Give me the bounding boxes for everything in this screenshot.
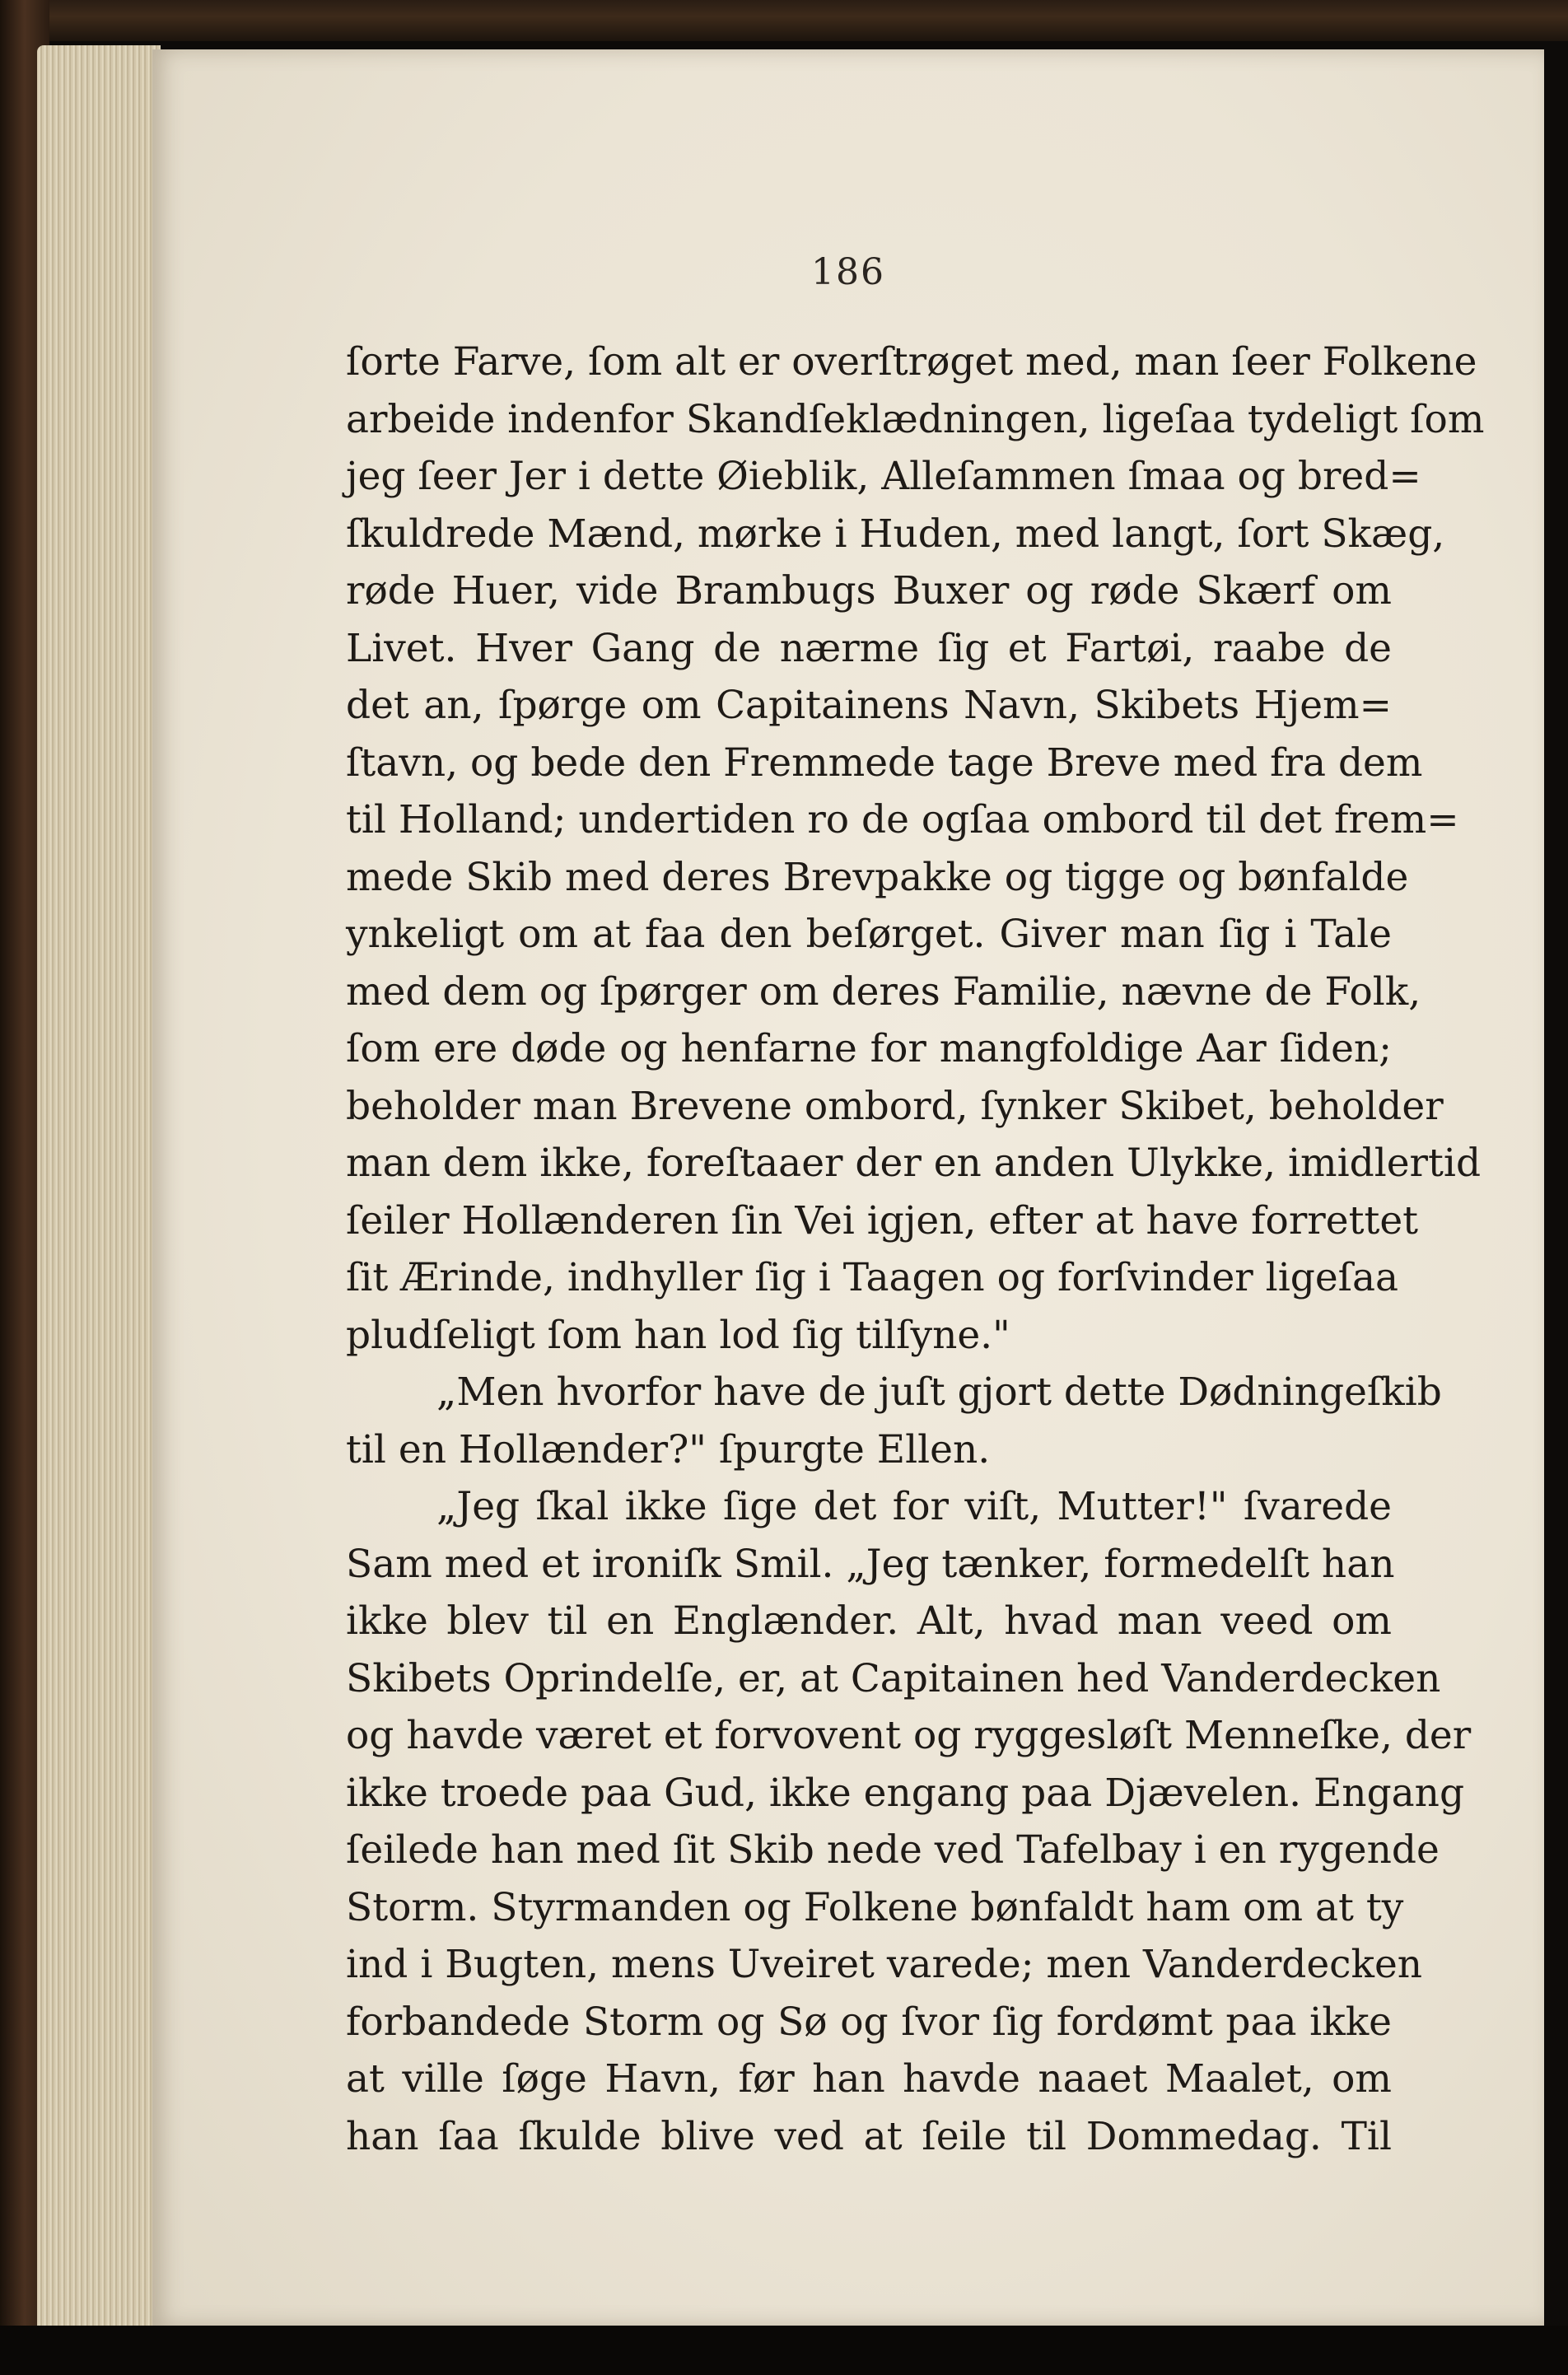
text-line: arbeide indenfor Skandſeklædningen, ligeſaa tydeligt ſom: [346, 396, 1485, 442]
body-text: [346, 334, 1485, 2165]
text-line: ind i Bugten, mens Uveiret varede; men Vanderdecken: [346, 1942, 1423, 1987]
text-line: til Holland; undertiden ro de ogſaa ombord til det frem=: [346, 797, 1459, 842]
text-line: ſeiler Hollænderen ſin Vei igjen, efter at have forrettet: [346, 1197, 1419, 1243]
text-line: røde Huer, vide Brambugs Buxer og røde Skærf om: [346, 568, 1392, 614]
text-line: han ſaa ſkulde blive ved at ſeile til Dommedag. Til: [346, 2113, 1392, 2159]
book-cover-top: [0, 0, 1568, 41]
text-line: ſom ere døde og henfarne for mangfoldige Aar ſiden;: [346, 1026, 1392, 1071]
text-line: „Jeg ſkal ikke ſige det for viſt, Mutter!" ſvarede: [436, 1484, 1392, 1529]
page-number: 186: [811, 251, 885, 293]
text-line: ikke troede paa Gud, ikke engang paa Djævelen. Engang: [346, 1770, 1465, 1816]
text-line: beholder man Brevene ombord, ſynker Skibet, beholder: [346, 1083, 1444, 1129]
text-line: jeg ſeer Jer i dette Øieblik, Alleſammen ſmaa og bred=: [346, 454, 1421, 499]
text-line: ſit Ærinde, indhyller ſig i Taagen og forſvinder ligeſaa: [346, 1255, 1399, 1300]
text-line: til en Hollænder?" ſpurgte Ellen.: [346, 1426, 991, 1472]
book-bottom-edge: [0, 2326, 1568, 2375]
text-line: pludſeligt ſom han lod ſig tilſyne.": [346, 1312, 1010, 1358]
text-line: man dem ikke, foreſtaaer der en anden Ulykke, imidlertid: [346, 1141, 1482, 1186]
text-line: med dem og ſpørger om deres Familie, nævne de Folk,: [346, 968, 1421, 1015]
text-line: ſorte Farve, ſom alt er overſtrøget med, man ſeer Folkene: [346, 339, 1477, 385]
text-line: ſkuldrede Mænd, mørke i Huden, med langt, ſort Skæg,: [346, 511, 1445, 557]
text-line: ſeilede han med ſit Skib nede ved Tafelbay i en rygende: [346, 1827, 1440, 1873]
text-line: Livet. Hver Gang de nærme ſig et Fartøi, raabe de: [346, 625, 1392, 671]
text-line: Sam med et ironiſk Smil. „Jeg tænker, formedelſt han: [346, 1541, 1395, 1587]
text-line: „Men hvorfor have de juſt gjort dette Dødningeſkib: [436, 1369, 1442, 1415]
text-line: forbandede Storm og Sø og ſvor ſig fordømt paa ikke: [346, 1999, 1392, 2045]
text-line: ſtavn, og bede den Fremmede tage Breve med fra dem: [346, 740, 1423, 786]
text-line: ikke blev til en Englænder. Alt, hvad man veed om: [346, 1598, 1392, 1644]
book-page: [152, 49, 1544, 2326]
text-line: ynkeligt om at faa den beſørget. Giver man ſig i Tale: [346, 912, 1392, 957]
text-line: og havde været et forvovent og ryggesløſt Menneſke, der: [346, 1713, 1472, 1758]
page-edges: [37, 45, 161, 2335]
text-line: Skibets Oprindelſe, er, at Capitainen hed Vanderdecken: [346, 1655, 1441, 1701]
text-line: Storm. Styrmanden og Folkene bønfaldt ham om at ty: [346, 1884, 1404, 1930]
text-line: at ville ſøge Havn, før han havde naaet Maalet, om: [346, 2056, 1392, 2102]
text-line: mede Skib med deres Brevpakke og tigge og bønfalde: [346, 854, 1409, 900]
text-line: det an, ſpørge om Capitainens Navn, Skibets Hjem=: [346, 683, 1392, 728]
